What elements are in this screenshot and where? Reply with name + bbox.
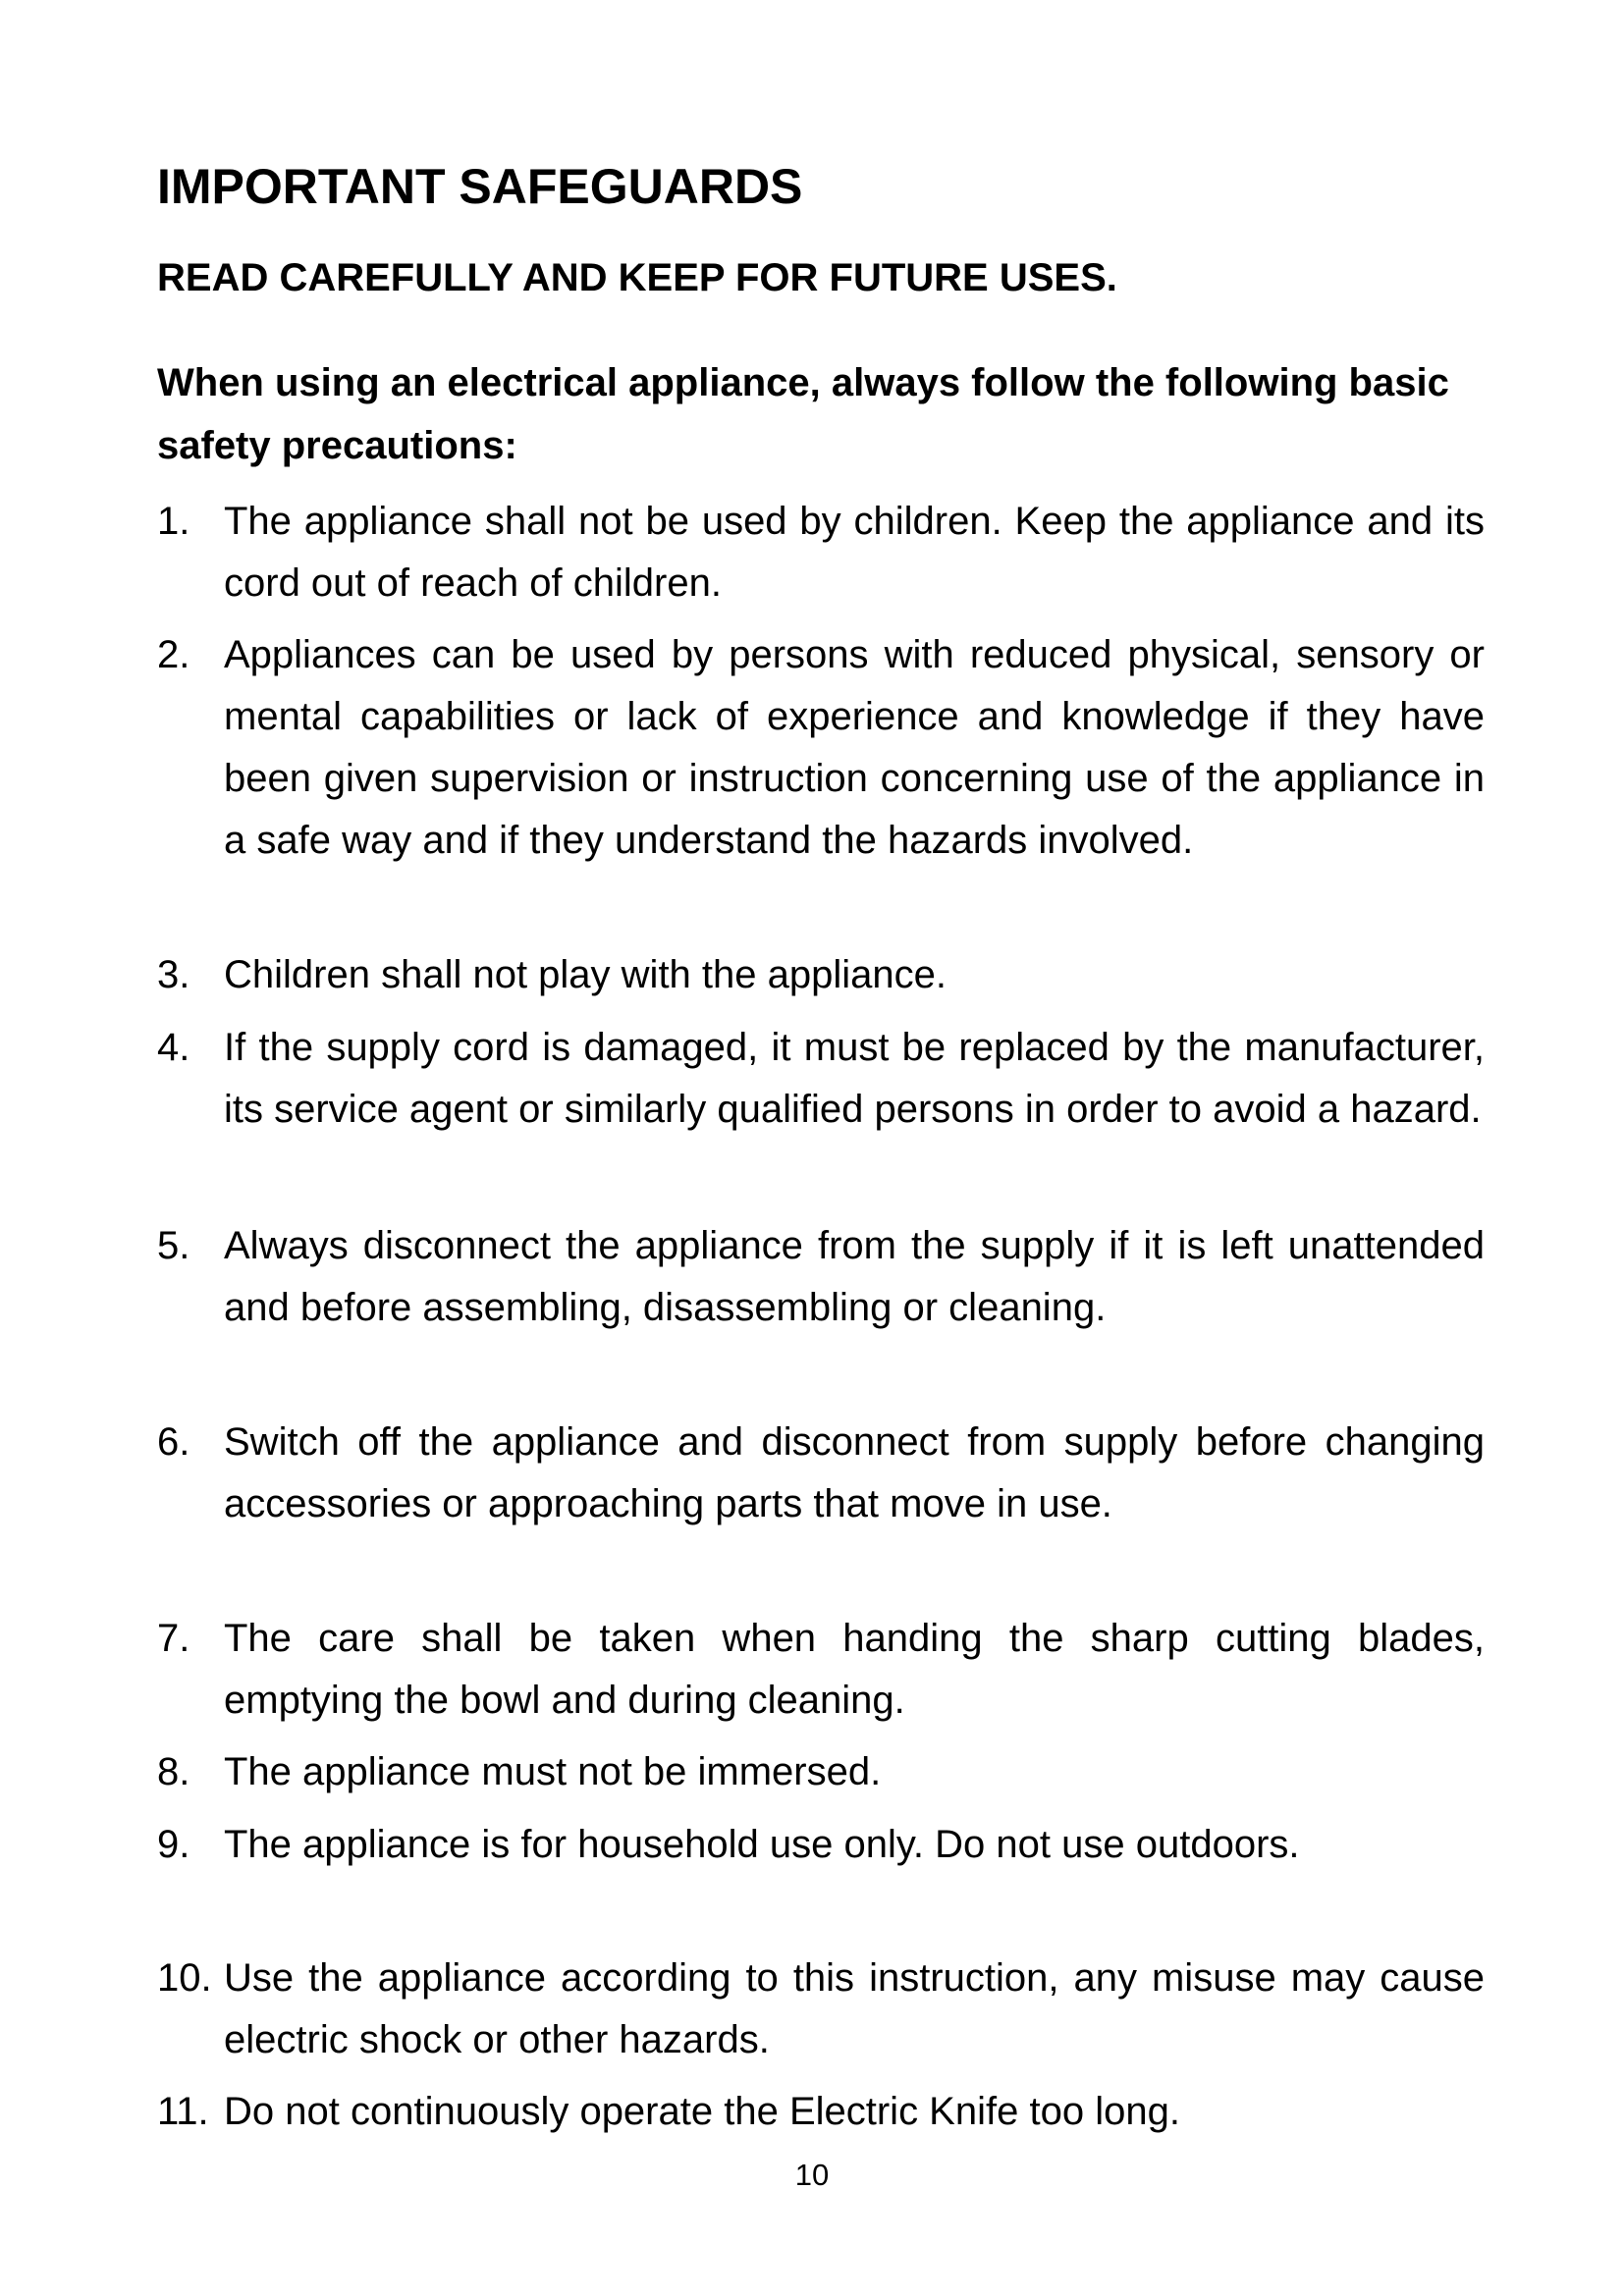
item-number: 7. bbox=[157, 1617, 190, 1660]
safety-item-2 bbox=[157, 624, 1485, 872]
item-text: Appliances can be used by persons with reduced physical, sensory or mental capabilities or lack of experience and knowledge if they have been given supervision or instruction concerning use of the appliance in a safe way and if they understand the hazards involved. bbox=[224, 633, 1485, 862]
item-number: 9. bbox=[157, 1823, 190, 1866]
item-text: Always disconnect the appliance from the supply if it is left unattended and before assembling, disassembling or cleaning. bbox=[224, 1224, 1485, 1329]
item-number: 5. bbox=[157, 1224, 190, 1267]
item-number: 8. bbox=[157, 1750, 190, 1793]
item-number: 11. bbox=[157, 2090, 209, 2133]
item-number: 4. bbox=[157, 1026, 190, 1069]
intro-paragraph: When using an electrical appliance, always follow the following basic safety precautions: bbox=[157, 361, 1449, 467]
safety-item-6 bbox=[157, 1412, 1485, 1535]
safety-item-11 bbox=[157, 2081, 1485, 2143]
item-text: The appliance is for household use only. Do not use outdoors. bbox=[224, 1823, 1300, 1866]
safety-item-4 bbox=[157, 1017, 1485, 1141]
item-text: The appliance must not be immersed. bbox=[224, 1750, 882, 1793]
safety-item-5 bbox=[157, 1215, 1485, 1339]
item-number: 10. bbox=[157, 1956, 212, 2000]
item-text: The appliance shall not be used by children. Keep the appliance and its cord out of reach of children. bbox=[224, 500, 1485, 605]
item-text: Use the appliance according to this instruction, any misuse may cause electric shock or other hazards. bbox=[224, 1956, 1485, 2061]
safety-item-7 bbox=[157, 1608, 1485, 1732]
item-number: 3. bbox=[157, 953, 190, 996]
page-subtitle: READ CAREFULLY AND KEEP FOR FUTURE USES. bbox=[157, 256, 1117, 299]
safety-item-1 bbox=[157, 491, 1485, 614]
safety-item-9 bbox=[157, 1814, 1485, 1876]
item-text: If the supply cord is damaged, it must be replaced by the manufacturer, its service agent or similarly qualified persons in order to avoid a hazard. bbox=[224, 1026, 1485, 1131]
item-text: Switch off the appliance and disconnect from supply before changing accessories or approaching parts that move in use. bbox=[224, 1420, 1485, 1525]
item-number: 6. bbox=[157, 1420, 190, 1464]
item-text: The care shall be taken when handing the sharp cutting blades, emptying the bowl and during cleaning. bbox=[224, 1617, 1485, 1722]
item-number: 2. bbox=[157, 633, 190, 676]
item-text: Do not continuously operate the Electric Knife too long. bbox=[224, 2090, 1180, 2133]
safety-item-3 bbox=[157, 944, 1485, 1006]
page-number: 10 bbox=[794, 2158, 830, 2192]
safety-item-10 bbox=[157, 1948, 1485, 2071]
item-text: Children shall not play with the appliance. bbox=[224, 953, 947, 996]
page-title: IMPORTANT SAFEGUARDS bbox=[157, 159, 803, 214]
safety-item-8 bbox=[157, 1741, 1485, 1803]
item-number: 1. bbox=[157, 500, 190, 543]
